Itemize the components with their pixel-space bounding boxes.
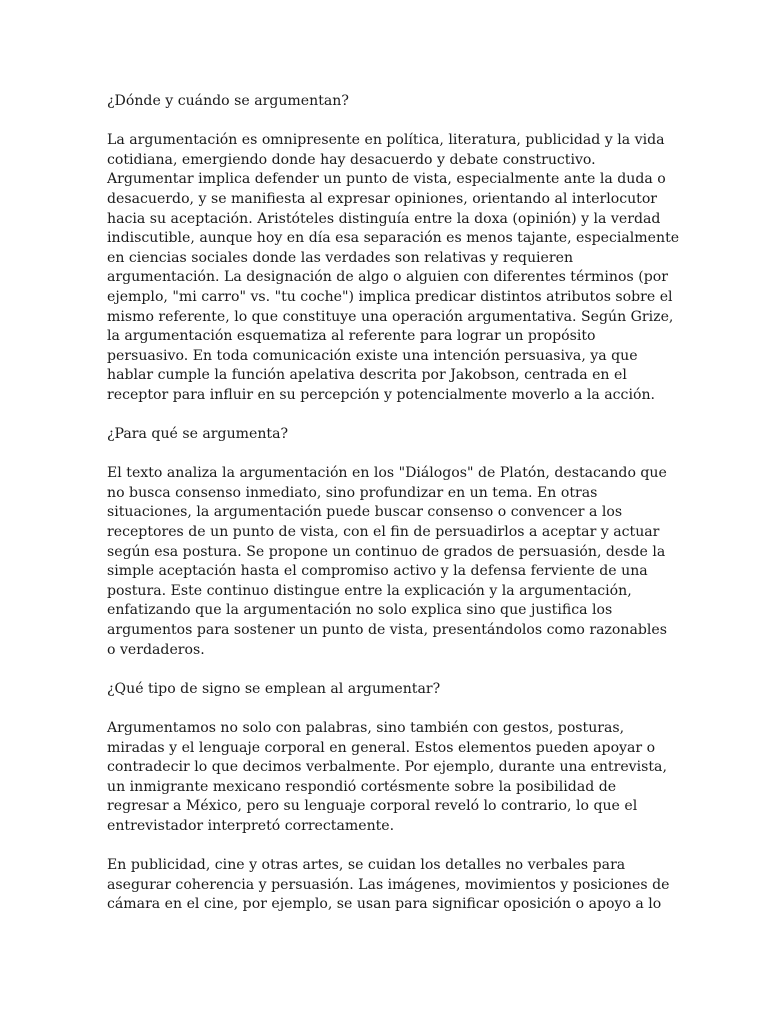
text-line: un inmigrante mexicano respondió cortésmente sobre la posibilidad de [107, 778, 617, 795]
text-line: asegurar coherencia y persuasión. Las imágenes, movimientos y posiciones de [107, 876, 670, 893]
text-line: hablar cumple la función apelativa descrita por Jakobson, centrada en el [107, 367, 627, 384]
section-heading: ¿Para qué se argumenta? [107, 426, 289, 443]
text-line: mismo referente, lo que constituye una operación argumentativa. Según Grize, [107, 308, 674, 325]
text-line: argumentos para sostener un punto de vista, presentándolos como razonables [107, 622, 667, 639]
text-line: La argumentación es omnipresente en política, literatura, publicidad y la vida [107, 132, 665, 149]
text-line: simple aceptación hasta el compromiso activo y la defensa ferviente de una [107, 563, 648, 580]
text-line: enfatizando que la argumentación no solo explica sino que justifica los [107, 602, 613, 619]
section-heading: ¿Dónde y cuándo se argumentan? [107, 93, 349, 109]
text-line: receptor para influir en su percepción y potencialmente moverlo a la acción. [107, 386, 655, 403]
text-line: según esa postura. Se propone un continuo de grados de persuasión, desde la [107, 543, 666, 560]
text-line: regresar a México, pero su lenguaje corporal reveló lo contrario, lo que el [107, 798, 638, 815]
text-line: o verdaderos. [107, 641, 205, 658]
text-line: hacia su aceptación. Aristóteles distinguía entre la doxa (opinión) y la verdad [107, 210, 661, 227]
paragraph [107, 464, 667, 660]
paragraph [107, 719, 667, 837]
text-line: desacuerdo, y se manifiesta al expresar opiniones, orientando al interlocutor [107, 190, 658, 207]
text-line: Argumentamos no solo con palabras, sino también con gestos, posturas, [107, 720, 625, 736]
text-line: entrevistador interpretó correctamente. [107, 817, 395, 834]
text-line: receptores de un punto de vista, con el fin de persuadirlos a aceptar y actuar [107, 524, 660, 541]
text-line: En publicidad, cine y otras artes, se cuidan los detalles no verbales para [107, 857, 626, 874]
text-line: contradecir lo que decimos verbalmente. Por ejemplo, durante una entrevista, [107, 759, 667, 776]
paragraph [107, 131, 680, 405]
text-line: argumentación. La designación de algo o alguien con diferentes términos (por [107, 269, 668, 286]
paragraph [107, 856, 670, 915]
text-line: indiscutible, aunque hoy en día esa separación es menos tajante, especialmente [107, 230, 680, 247]
text-line: cotidiana, emergiendo donde hay desacuerdo y debate constructivo. [107, 151, 596, 168]
section-heading: ¿Qué tipo de signo se emplean al argumentar? [107, 680, 441, 697]
text-line: postura. Este continuo distingue entre la explicación y la argumentación, [107, 582, 632, 599]
text-line: en ciencias sociales donde las verdades son relativas y requieren [107, 249, 574, 266]
text-line: situaciones, la argumentación puede buscar consenso o convencer a los [107, 504, 623, 521]
text-line: El texto analiza la argumentación en los "Diálogos" de Platón, destacando que [107, 465, 667, 482]
text-line: miradas y el lenguaje corporal en general. Estos elementos pueden apoyar o [107, 739, 656, 756]
text-line: la argumentación esquematiza al referente para lograr un propósito [107, 328, 596, 345]
text-line: persuasivo. En toda comunicación existe una intención persuasiva, ya que [107, 347, 638, 364]
text-line: no busca consenso inmediato, sino profundizar en un tema. En otras [107, 484, 598, 501]
document-page [107, 92, 680, 935]
text-line: ejemplo, "mi carro" vs. "tu coche") implica predicar distintos atributos sobre el [107, 288, 673, 305]
text-line: cámara en el cine, por ejemplo, se usan para significar oposición o apoyo a lo [107, 896, 662, 913]
text-line: Argumentar implica defender un punto de vista, especialmente ante la duda o [107, 171, 666, 188]
